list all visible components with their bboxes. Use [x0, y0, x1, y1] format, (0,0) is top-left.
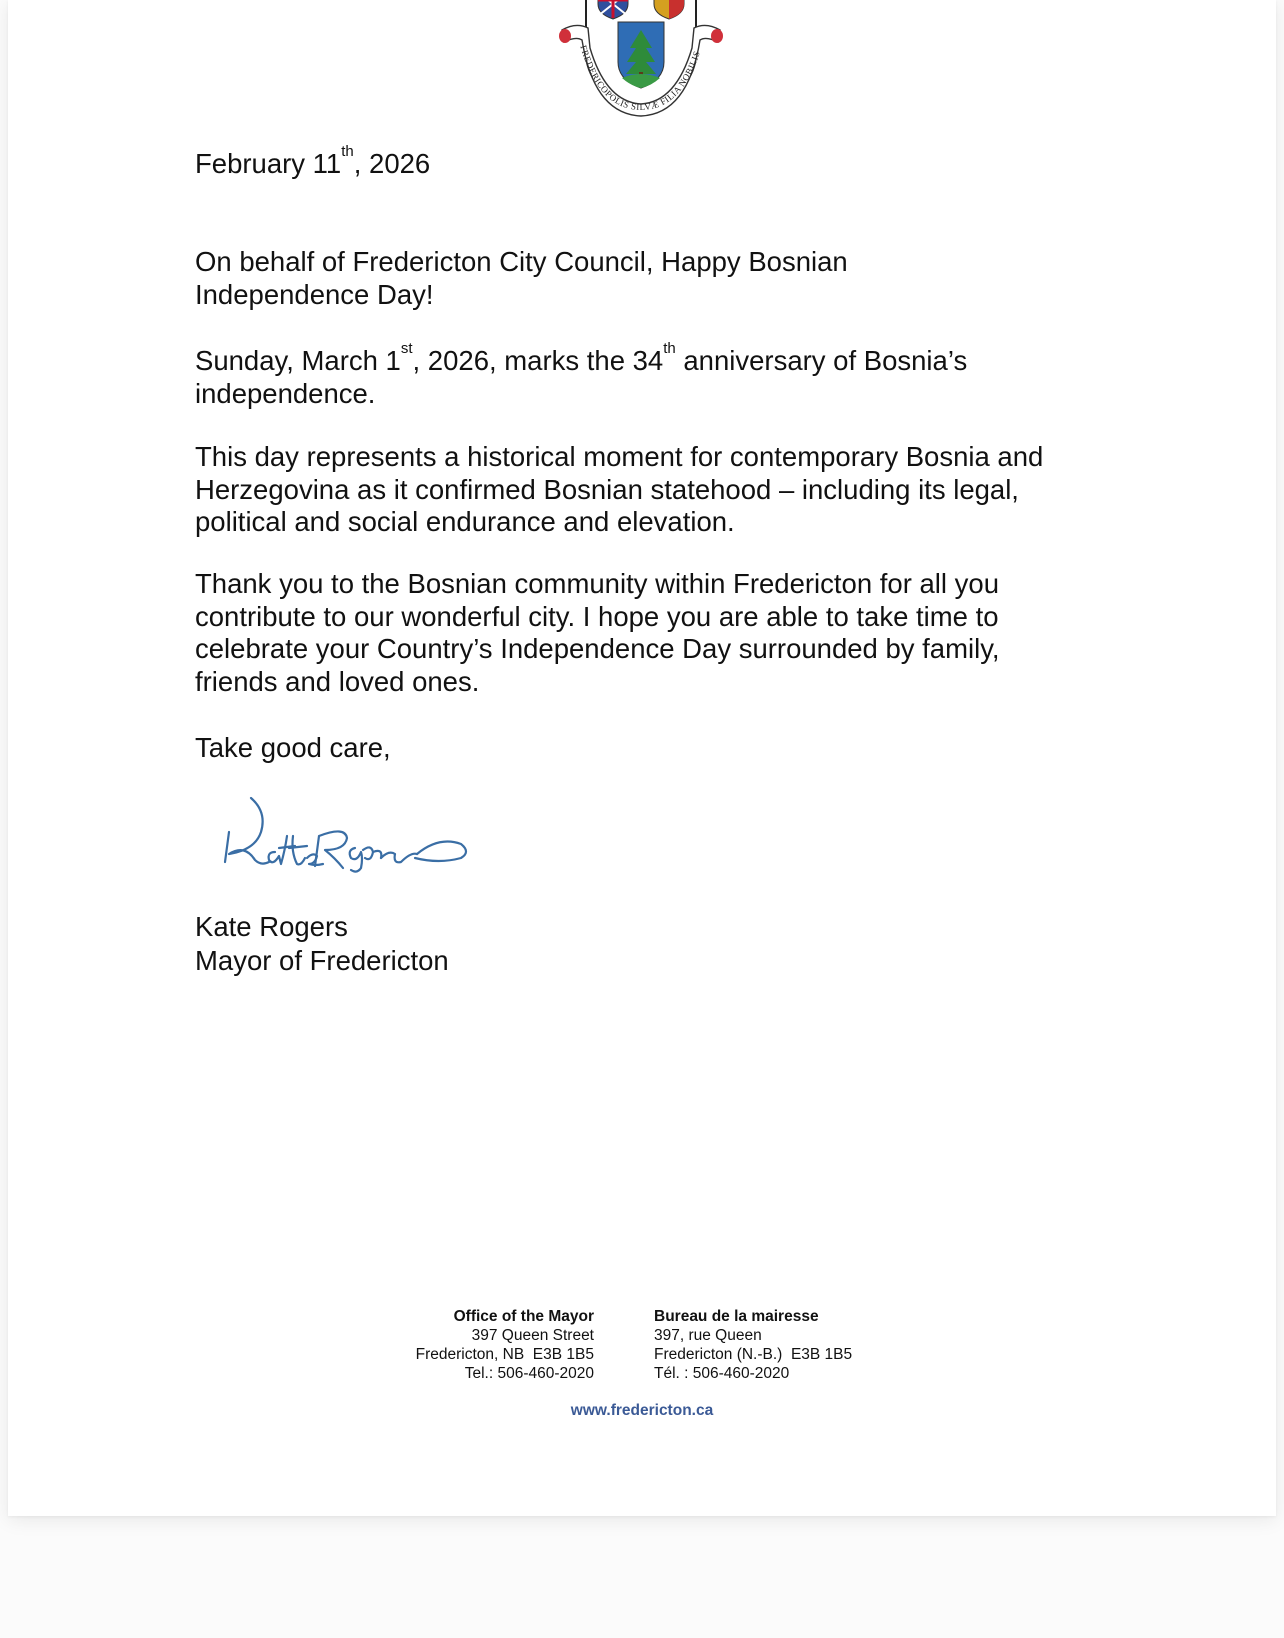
footer-french-street: 397, rue Queen [654, 1327, 762, 1344]
date-text: February 11 [195, 148, 342, 179]
signer-title: Mayor of Fredericton [195, 945, 449, 976]
paragraph-history: This day represents a historical moment for contemporary Bosnia and Herzegovina as it confirmed Bosnian statehood – including its legal, political and social endurance and elevation. [195, 441, 1044, 537]
date-ordinal: th [341, 143, 354, 160]
signature-block [195, 910, 449, 978]
date-year: , 2026 [353, 148, 431, 179]
city-crest-icon [556, 0, 726, 118]
footer-french-phone: Tél. : 506-460-2020 [654, 1365, 790, 1382]
paragraph-greeting: On behalf of Fredericton City Council, Happy Bosnian Independence Day! [195, 246, 848, 310]
footer-english-phone: Tel.: 506-460-2020 [464, 1365, 594, 1382]
paragraph-thanks: Thank you to the Bosnian community within Fredericton for all you contribute to our wonderful city. I hope you are able to take time to celebrate your Country’s Independence Day surrounded by family, friends and loved ones. [195, 568, 1000, 697]
footer-english-street: 397 Queen Street [471, 1327, 594, 1344]
website-link[interactable]: www.fredericton.ca [570, 1402, 714, 1419]
footer-french-city: Fredericton (N.-B.) E3B 1B5 [654, 1346, 853, 1363]
letter-date [195, 143, 431, 181]
footer-english-heading: Office of the Mayor [453, 1308, 594, 1325]
signature-image [215, 792, 475, 876]
svg-text:FREDERICOPOLIS SILVÆ FILIA NOB: FREDERICOPOLIS SILVÆ FILIA NOBILIS [578, 43, 702, 113]
closing-line: Take good care, [195, 732, 391, 763]
footer-english-city: Fredericton, NB E3B 1B5 [415, 1346, 594, 1363]
footer-french-address [654, 1307, 852, 1383]
footer-english-address [416, 1307, 594, 1383]
signer-name: Kate Rogers [195, 911, 348, 942]
footer-french-heading: Bureau de la mairesse [654, 1308, 819, 1325]
letter-page [8, 0, 1276, 1516]
paragraph-anniversary: Sunday, March 1st, 2026, marks the 34th anniversary of Bosnia’s independence. [195, 340, 968, 409]
